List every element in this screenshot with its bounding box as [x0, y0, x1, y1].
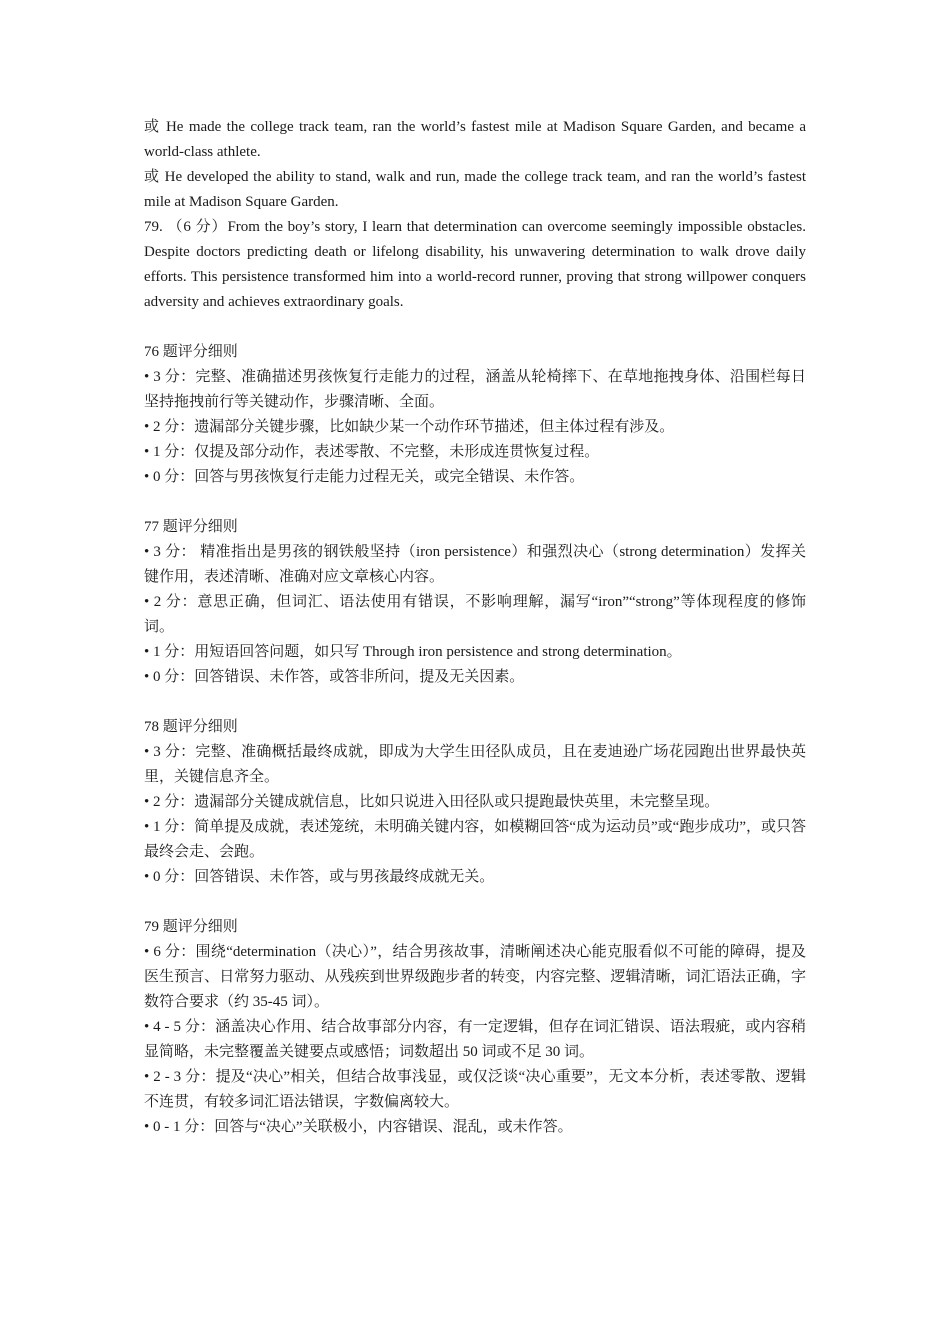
rubric-79-title: 79 题评分细则 — [144, 919, 238, 935]
spacer — [144, 490, 806, 515]
answer-78-alternative-2: 或 He developed the ability to stand, walk and run, made the college track team, and ran the world’s fastest mile at Madison Square Garden. — [144, 169, 806, 210]
rubric-79-rule-6: • 6 分：围绕“determination（决心）”，结合男孩故事，清晰阐述决心能克服看似不可能的障碍，提及医生预言、日常努力驱动、从残疾到世界级跑步者的转变，内容完整、逻辑清晰，词汇语法正确，字数符合要求（约 35-45 词）。 — [144, 944, 806, 1010]
rubric-79-rule-0-1: • 0 - 1 分：回答与“决心”关联极小，内容错误、混乱，或未作答。 — [144, 1119, 573, 1135]
rubric-78-rule-3: • 3 分：完整、准确概括最终成就，即成为大学生田径队成员，且在麦迪逊广场花园跑出世界最快英里，关键信息齐全。 — [144, 744, 806, 785]
rubric-78-rule-0: • 0 分：回答错误、未作答，或与男孩最终成就无关。 — [144, 869, 495, 885]
rubric-79-rule-4-5: • 4 - 5 分：涵盖决心作用、结合故事部分内容，有一定逻辑，但存在词汇错误、语法瑕疵，或内容稍显简略，未完整覆盖关键要点或感悟；词数超出 50 词或不足 30 词。 — [144, 1019, 806, 1060]
spacer — [144, 315, 806, 340]
rubric-78-title: 78 题评分细则 — [144, 719, 238, 735]
rubric-79-rule-2-3: • 2 - 3 分：提及“决心”相关，但结合故事浅显，或仅泛谈“决心重要”，无文本分析，表述零散、逻辑不连贯，有较多词汇语法错误，字数偏离较大。 — [144, 1069, 806, 1110]
rubric-77-rule-0: • 0 分：回答错误、未作答，或答非所问，提及无关因素。 — [144, 669, 525, 685]
rubric-76 — [144, 340, 806, 490]
rubric-79 — [144, 915, 806, 1140]
rubric-78-rule-2: • 2 分：遗漏部分关键成就信息，比如只说进入田径队或只提跑最快英里，未完整呈现。 — [144, 794, 720, 810]
rubric-77-title: 77 题评分细则 — [144, 519, 238, 535]
answer-79: 79. （6 分）From the boy’s story, I learn that determination can overcome seemingly impossible obstacles. Despite doctors predicting death or lifelong disability, his unwavering determination to walk drove daily efforts. This persistence transformed him into a world-record runner, proving that strong willpower conquers adversity and achieves extraordinary goals. — [144, 219, 806, 310]
rubric-77 — [144, 515, 806, 690]
document-page — [144, 115, 806, 1140]
rubric-76-rule-1: • 1 分：仅提及部分动作，表述零散、不完整，未形成连贯恢复过程。 — [144, 444, 600, 460]
rubric-76-rule-3: • 3 分：完整、准确描述男孩恢复行走能力的过程，涵盖从轮椅摔下、在草地拖拽身体、沿围栏每日坚持拖拽前行等关键动作，步骤清晰、全面。 — [144, 369, 806, 410]
answer-78-alternative-1: 或 He made the college track team, ran the world’s fastest mile at Madison Square Garden, and became a world-class athlete. — [144, 119, 806, 160]
rubric-76-rule-0: • 0 分：回答与男孩恢复行走能力过程无关，或完全错误、未作答。 — [144, 469, 585, 485]
spacer — [144, 690, 806, 715]
rubric-76-rule-2: • 2 分：遗漏部分关键步骤，比如缺少某一个动作环节描述，但主体过程有涉及。 — [144, 419, 675, 435]
rubric-77-rule-1: • 1 分：用短语回答问题，如只写 Through iron persistence and strong determination。 — [144, 644, 682, 660]
spacer — [144, 890, 806, 915]
rubric-78-rule-1: • 1 分：简单提及成就，表述笼统，未明确关键内容，如模糊回答“成为运动员”或“跑步成功”，或只答最终会走、会跑。 — [144, 819, 806, 860]
rubric-77-rule-2: • 2 分：意思正确，但词汇、语法使用有错误，不影响理解，漏写“iron”“strong”等体现程度的修饰词。 — [144, 594, 806, 635]
rubric-77-rule-3: • 3 分： 精准指出是男孩的钢铁般坚持（iron persistence）和强烈决心（strong determination）发挥关键作用，表述清晰、准确对应文章核心内容。 — [144, 544, 806, 585]
rubric-78 — [144, 715, 806, 890]
rubric-76-title: 76 题评分细则 — [144, 344, 238, 360]
